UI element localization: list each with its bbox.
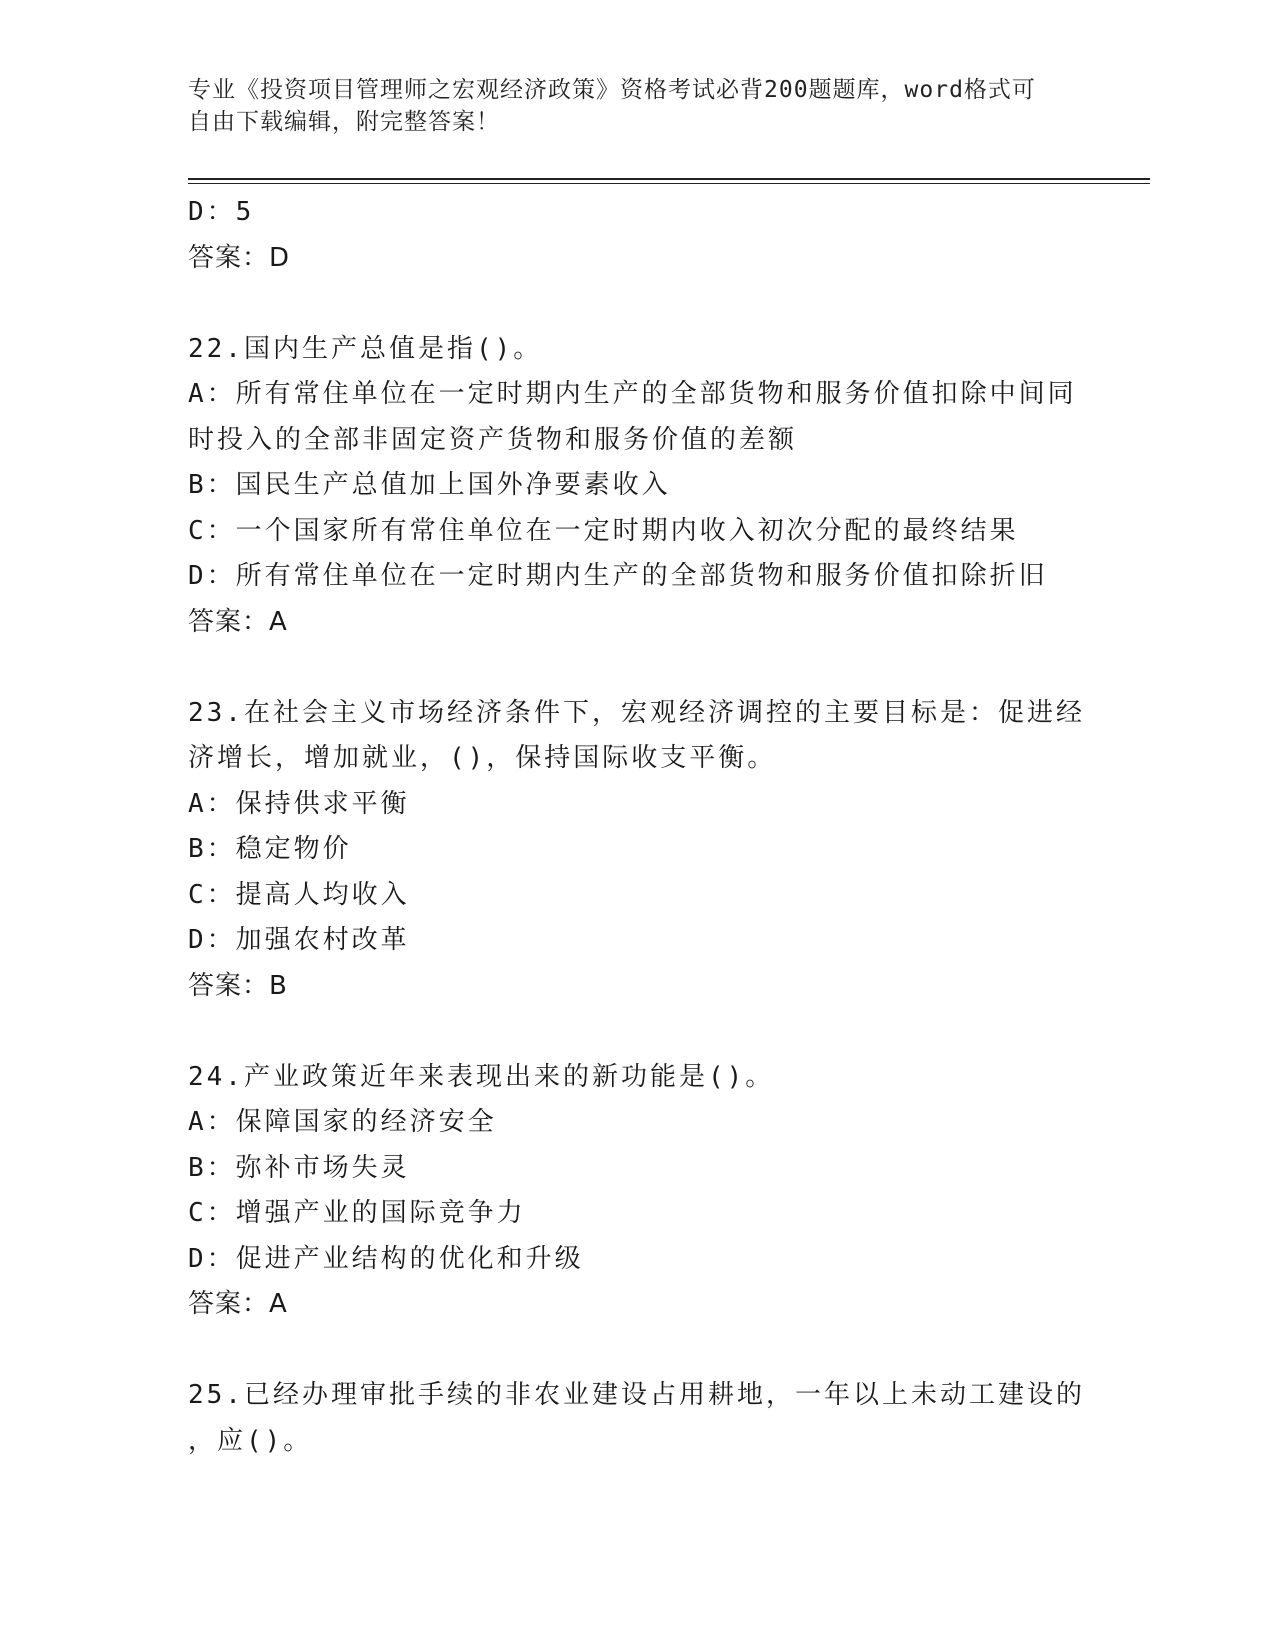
question-stem: 22.国内生产总值是指()。 <box>188 333 543 364</box>
answer: 答案：A <box>188 606 288 637</box>
header-divider-thick <box>188 178 1150 180</box>
answer: 答案：A <box>188 1289 288 1319</box>
question-24 <box>188 1055 1088 1328</box>
spacer <box>188 281 1088 327</box>
question-23 <box>188 691 1088 1010</box>
option-c: C：一个国家所有常住单位在一定时期内收入初次分配的最终结果 <box>188 515 1019 546</box>
option-a: A：保障国家的经济安全 <box>188 1107 497 1137</box>
option-d: D：促进产业结构的优化和升级 <box>188 1243 584 1274</box>
option-b: B：弥补市场失灵 <box>188 1152 410 1183</box>
spacer <box>188 645 1088 691</box>
option-d: D：所有常住单位在一定时期内生产的全部货物和服务价值扣除折旧 <box>188 561 1048 591</box>
option-b: B：国民生产总值加上国外净要素收入 <box>188 470 671 500</box>
option-a-line-2: 时投入的全部非固定资产货物和服务价值的差额 <box>188 424 798 455</box>
question-25 <box>188 1373 1088 1464</box>
question-stem-line-1: 23.在社会主义市场经济条件下，宏观经济调控的主要目标是：促进经 <box>188 697 1085 728</box>
option-a-line-1: A：所有常住单位在一定时期内生产的全部货物和服务价值扣除中间同 <box>188 379 1077 409</box>
header-divider-thin <box>188 183 1150 184</box>
question-22 <box>188 327 1088 646</box>
question-content <box>188 190 1088 1464</box>
option-c: C：增强产业的国际竞争力 <box>188 1198 526 1228</box>
spacer <box>188 1328 1088 1374</box>
option-a: A：保持供求平衡 <box>188 788 410 819</box>
question-stem-line-2: 济增长，增加就业，()，保持国际收支平衡。 <box>188 743 777 773</box>
header-line-1: 专业《投资项目管理师之宏观经济政策》资格考试必背200题题库，word格式可 <box>188 77 1036 103</box>
option-b: B：稳定物价 <box>188 834 352 864</box>
option-c: C：提高人均收入 <box>188 879 410 910</box>
q21-option-d: D：5 <box>188 197 255 227</box>
q21-answer: 答案：D <box>188 242 291 273</box>
answer: 答案：B <box>188 970 288 1001</box>
question-stem-line-2: ，应()。 <box>188 1425 313 1456</box>
question-stem-line-1: 25.已经办理审批手续的非农业建设占用耕地，一年以上未动工建设的 <box>188 1380 1085 1410</box>
question-stem: 24.产业政策近年来表现出来的新功能是()。 <box>188 1061 775 1092</box>
option-d: D：加强农村改革 <box>188 925 410 955</box>
header-line-2: 自由下载编辑，附完整答案！ <box>188 109 500 135</box>
spacer <box>188 1009 1088 1055</box>
document-header <box>188 74 1068 138</box>
